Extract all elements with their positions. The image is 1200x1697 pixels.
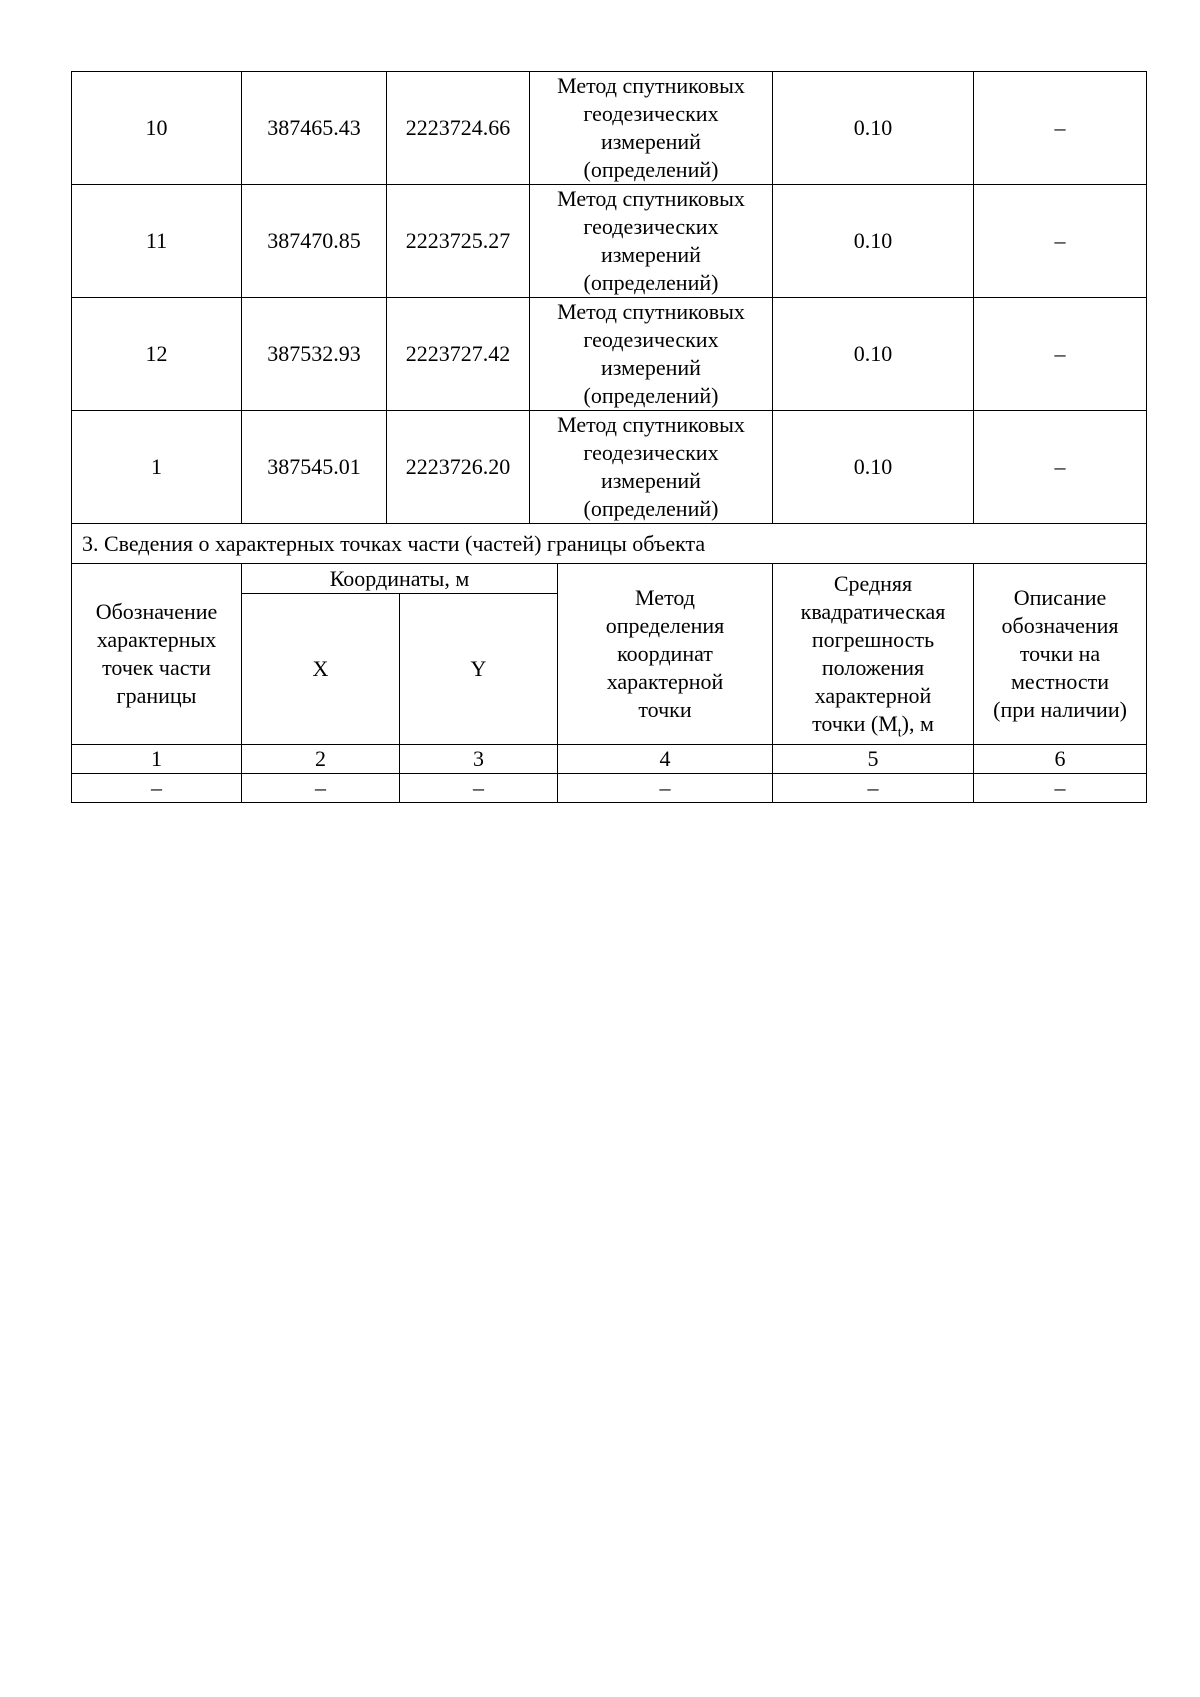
- table-cell: –: [974, 774, 1147, 803]
- cell-line: границы: [116, 683, 197, 708]
- table-cell: –: [773, 774, 974, 803]
- point-number: 11: [72, 185, 242, 298]
- column-number: 2: [242, 745, 400, 774]
- column-numbers-row: [72, 745, 1147, 774]
- table-row: [72, 774, 1147, 803]
- cell-line: координат: [617, 641, 713, 666]
- mt-prefix: точки (M: [812, 711, 898, 736]
- coordinate-x: 387465.43: [242, 72, 387, 185]
- cell-line: (определений): [583, 157, 719, 182]
- coordinate-y: 2223725.27: [387, 185, 530, 298]
- table-row: [72, 298, 1147, 411]
- cell-line: (определений): [583, 496, 719, 521]
- table-row: [72, 185, 1147, 298]
- cell-line: (определений): [583, 270, 719, 295]
- cell-line: измерений: [601, 242, 701, 267]
- cell-line: (при наличии): [993, 697, 1127, 722]
- cell-line: Обозначение: [95, 599, 218, 624]
- header-mean-square-error: [773, 564, 974, 745]
- point-description: –: [974, 298, 1147, 411]
- table-cell: –: [242, 774, 400, 803]
- cell-line: Метод: [635, 585, 695, 610]
- cell-line: Метод спутниковых: [557, 186, 745, 211]
- header-designation: [72, 564, 242, 745]
- header-description: [974, 564, 1147, 745]
- method-cell: [530, 411, 773, 524]
- coordinate-x: 387470.85: [242, 185, 387, 298]
- section3-title: 3. Сведения о характерных точках части (частей) границы объекта: [72, 524, 1147, 564]
- point-number: 1: [72, 411, 242, 524]
- coordinate-y: 2223727.42: [387, 298, 530, 411]
- cell-line: измерений: [601, 355, 701, 380]
- column-number: 5: [773, 745, 974, 774]
- cell-line: Метод спутниковых: [557, 299, 745, 324]
- cell-line: местности: [1010, 669, 1110, 694]
- cell-line: геодезических: [583, 440, 719, 465]
- cell-line: характерных: [96, 627, 217, 652]
- cell-line: квадратическая: [800, 599, 946, 624]
- coordinate-x: 387545.01: [242, 411, 387, 524]
- cell-line: погрешность: [811, 627, 935, 652]
- column-number: 4: [558, 745, 773, 774]
- cell-line: положения: [821, 655, 925, 680]
- cell-line: измерений: [601, 129, 701, 154]
- table-row: [72, 72, 1147, 185]
- table-row: [72, 411, 1147, 524]
- cell-line: [812, 711, 934, 741]
- points-table-body: [72, 72, 1147, 524]
- mt-suffix: ), м: [901, 711, 934, 736]
- coordinate-x: 387532.93: [242, 298, 387, 411]
- method-cell: [530, 72, 773, 185]
- column-number: 1: [72, 745, 242, 774]
- header-y: Y: [400, 594, 558, 745]
- point-description: –: [974, 411, 1147, 524]
- cell-line: точки: [638, 697, 692, 722]
- cell-line: измерений: [601, 468, 701, 493]
- mean-square-error: 0.10: [773, 411, 974, 524]
- cell-line: Описание: [1013, 585, 1107, 610]
- cell-line: точек части: [102, 655, 211, 680]
- section3-data-body: [72, 774, 1147, 803]
- point-number: 10: [72, 72, 242, 185]
- header-method: [558, 564, 773, 745]
- cell-line: определения: [605, 613, 725, 638]
- cell-line: точки на: [1019, 641, 1101, 666]
- header-coordinates: Координаты, м: [242, 564, 558, 594]
- cell-line: Метод спутниковых: [557, 412, 745, 437]
- cell-line: характерной: [814, 683, 932, 708]
- point-description: –: [974, 185, 1147, 298]
- coordinate-y: 2223724.66: [387, 72, 530, 185]
- column-number: 6: [974, 745, 1147, 774]
- mean-square-error: 0.10: [773, 72, 974, 185]
- header-x: X: [242, 594, 400, 745]
- coordinate-y: 2223726.20: [387, 411, 530, 524]
- mean-square-error: 0.10: [773, 298, 974, 411]
- point-description: –: [974, 72, 1147, 185]
- point-number: 12: [72, 298, 242, 411]
- cell-line: Метод спутниковых: [557, 73, 745, 98]
- cell-line: геодезических: [583, 327, 719, 352]
- mt-subscript: t: [897, 725, 902, 741]
- cell-line: обозначения: [1001, 613, 1119, 638]
- column-number: 3: [400, 745, 558, 774]
- table-cell: –: [558, 774, 773, 803]
- method-cell: [530, 185, 773, 298]
- cell-line: Средняя: [833, 571, 913, 596]
- cell-line: (определений): [583, 383, 719, 408]
- cell-line: геодезических: [583, 101, 719, 126]
- points-table: [71, 71, 1147, 524]
- method-cell: [530, 298, 773, 411]
- cell-line: характерной: [606, 669, 724, 694]
- table-cell: –: [400, 774, 558, 803]
- mean-square-error: 0.10: [773, 185, 974, 298]
- cell-line: геодезических: [583, 214, 719, 239]
- table-cell: –: [72, 774, 242, 803]
- section3-table: [71, 523, 1147, 803]
